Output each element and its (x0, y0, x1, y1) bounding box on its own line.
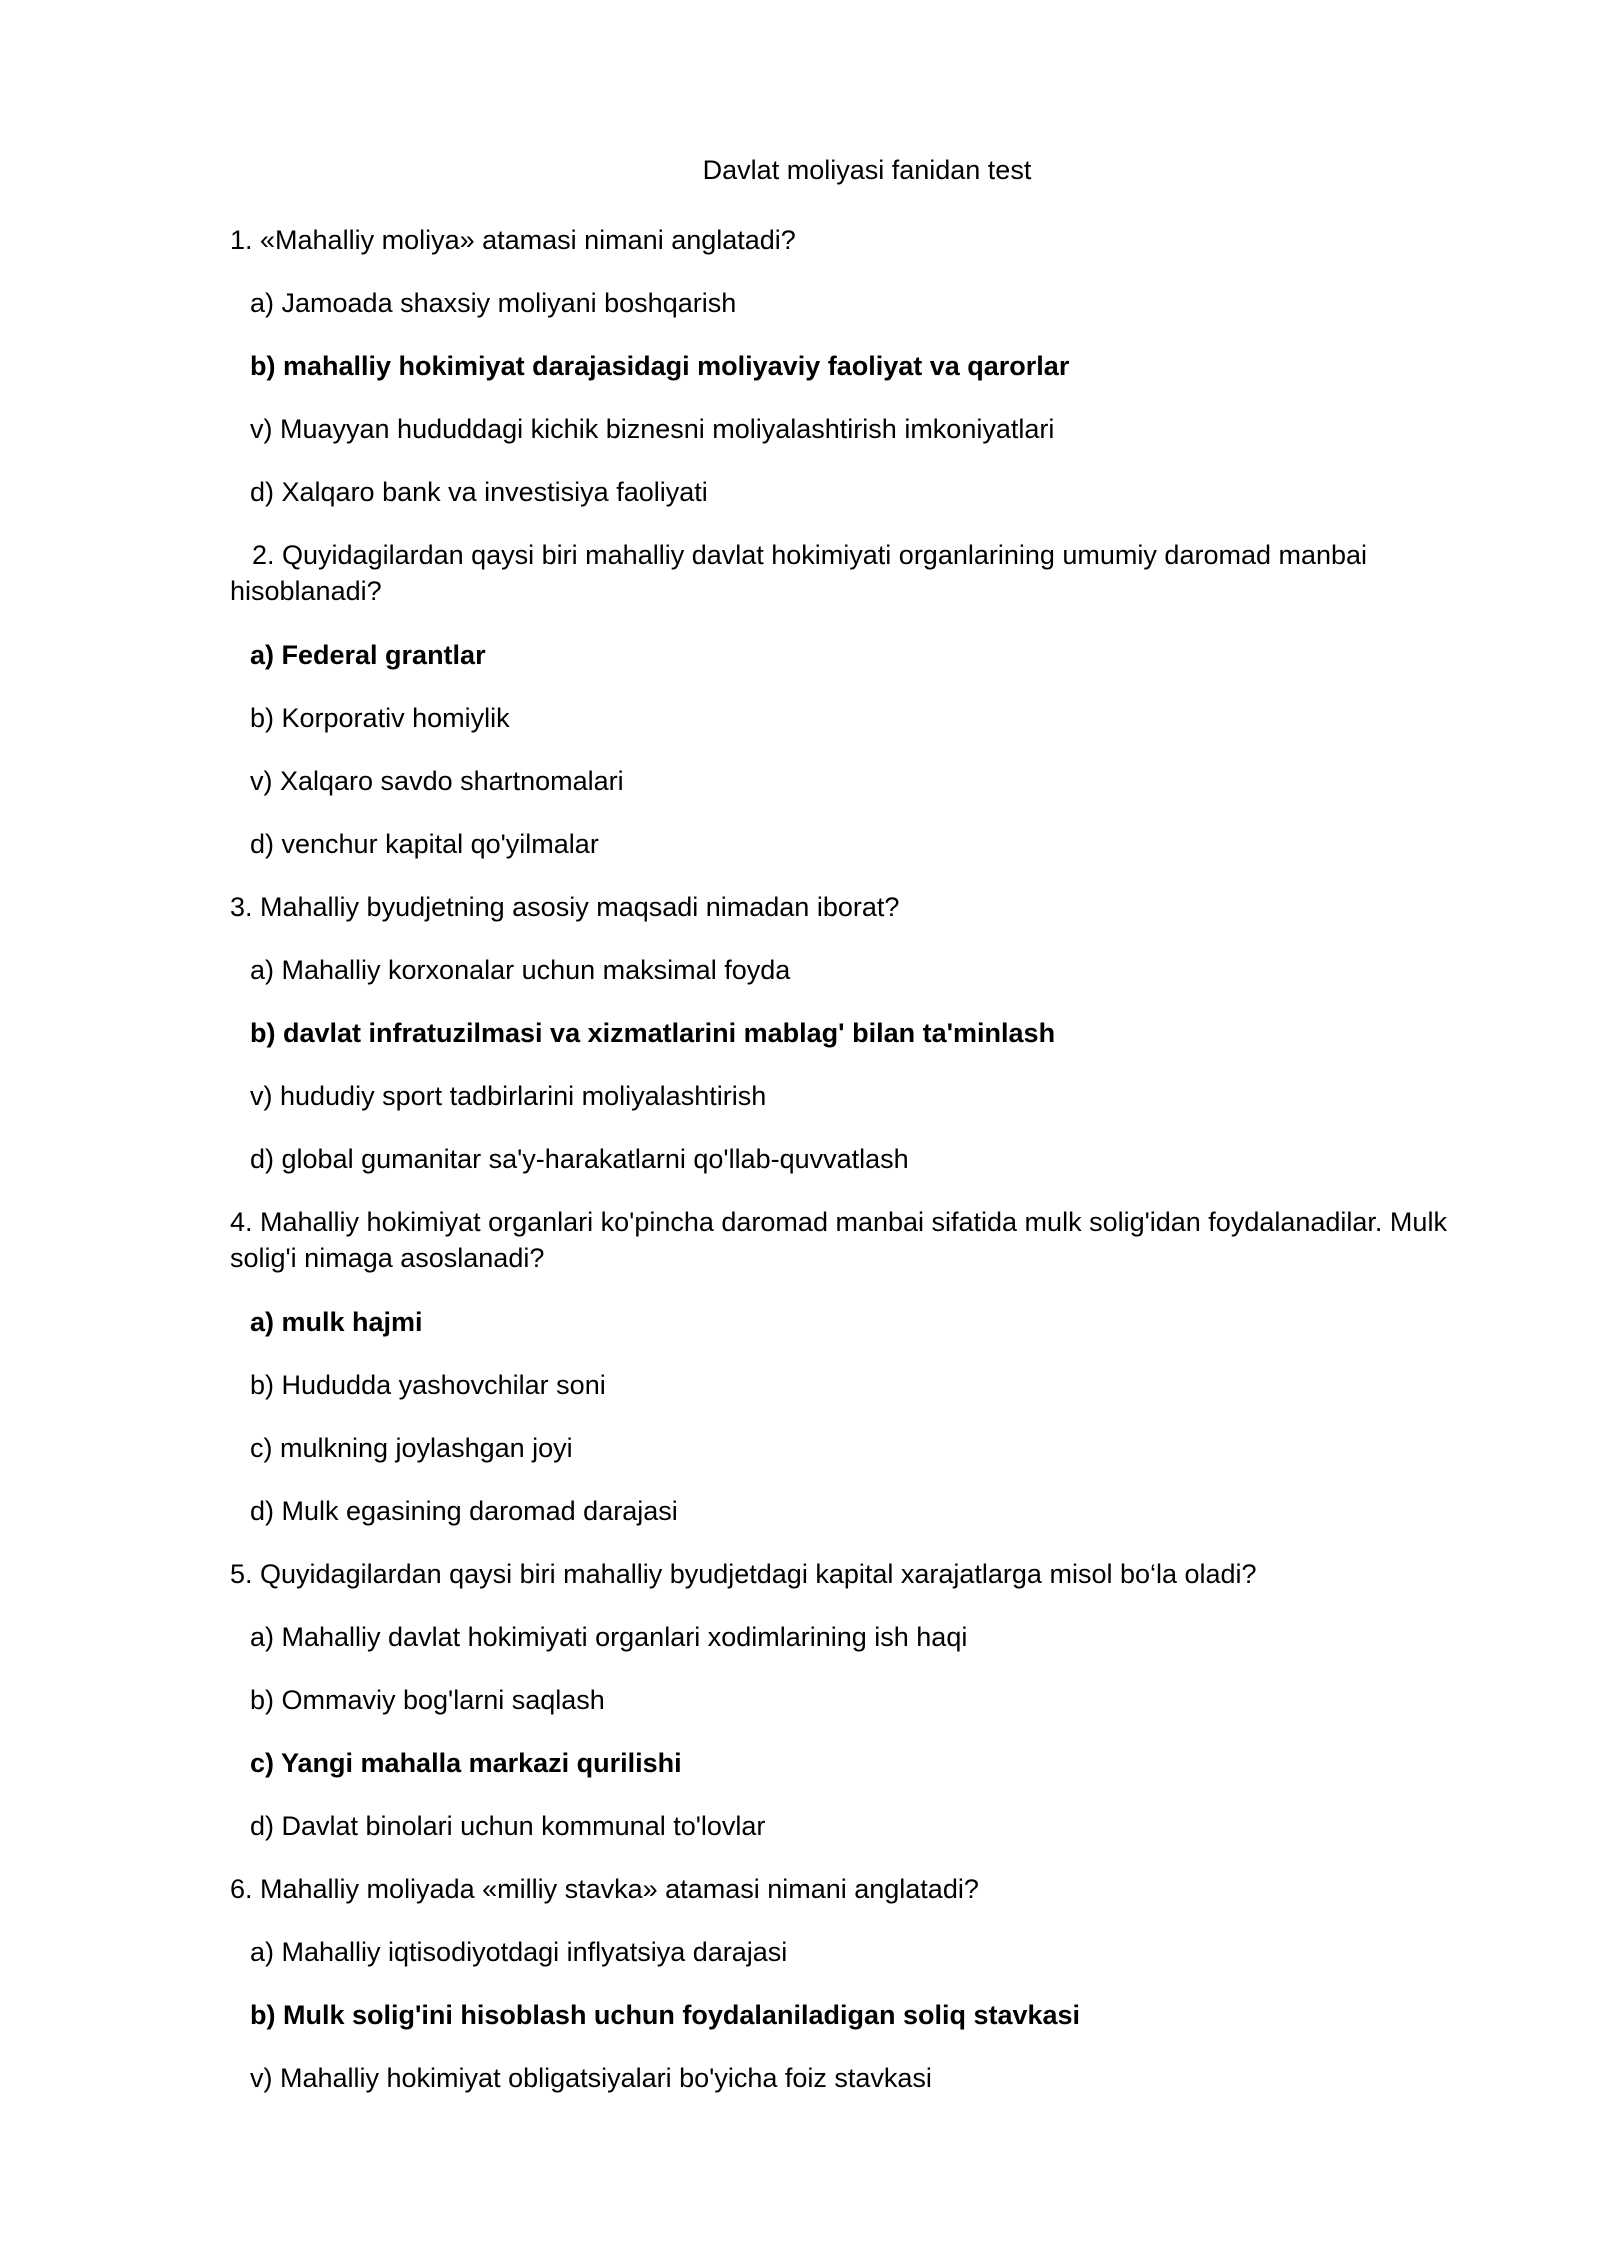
question-text: 6. Mahalliy moliyada «milliy stavka» atamasi nimani anglatadi? (230, 1874, 979, 1904)
question-4 (230, 1204, 1480, 1276)
document-title: Davlat moliyasi fanidan test (702, 155, 1032, 185)
option-3b-correct: b) davlat infratuzilmasi va xizmatlarini mablag' bilan ta'minlash (250, 1018, 1056, 1048)
option-3d: d) global gumanitar sa'y-harakatlarni qo'llab-quvvatlash (250, 1144, 909, 1174)
option-2a-correct: a) Federal grantlar (250, 640, 486, 670)
question-text: 5. Quyidagilardan qaysi biri mahalliy byudjetdagi kapital xarajatlarga misol bo‘la oladi? (230, 1559, 1257, 1589)
option-1a: a) Jamoada shaxsiy moliyani boshqarish (250, 288, 737, 318)
option-6a: a) Mahalliy iqtisodiyotdagi inflyatsiya darajasi (250, 1937, 788, 1967)
option-3a: a) Mahalliy korxonalar uchun maksimal foyda (250, 955, 791, 985)
option-4d: d) Mulk egasining daromad darajasi (250, 1496, 678, 1526)
option-1v: v) Muayyan hududdagi kichik biznesni moliyalashtirish imkoniyatlari (250, 414, 1055, 444)
question-text: 3. Mahalliy byudjetning asosiy maqsadi nimadan iborat? (230, 892, 900, 922)
option-4a-correct: a) mulk hajmi (250, 1307, 423, 1337)
option-5a: a) Mahalliy davlat hokimiyati organlari xodimlarining ish haqi (250, 1622, 968, 1652)
option-4b: b) Hududda yashovchilar soni (250, 1370, 606, 1400)
question-5 (230, 1556, 1480, 1592)
option-4c: c) mulkning joylashgan joyi (250, 1433, 573, 1463)
question-text: 1. «Mahalliy moliya» atamasi nimani anglatadi? (230, 225, 796, 255)
option-2b: b) Korporativ homiylik (250, 703, 510, 733)
question-6 (230, 1871, 1480, 1907)
question-text: 4. Mahalliy hokimiyat organlari ko'pincha daromad manbai sifatida mulk solig'idan foydalanadilar. Mulk solig'i nimaga asoslanadi? (230, 1207, 1447, 1273)
option-6b-correct: b) Mulk solig'ini hisoblash uchun foydalaniladigan soliq stavkasi (250, 2000, 1081, 2030)
option-6v: v) Mahalliy hokimiyat obligatsiyalari bo'yicha foiz stavkasi (250, 2063, 932, 2093)
option-1d: d) Xalqaro bank va investisiya faoliyati (250, 477, 708, 507)
option-1b-correct: b) mahalliy hokimiyat darajasidagi moliyaviy faoliyat va qarorlar (250, 351, 1070, 381)
question-2 (230, 537, 1480, 609)
option-3v: v) hududiy sport tadbirlarini moliyalashtirish (250, 1081, 767, 1111)
question-text: 2. Quyidagilardan qaysi biri mahalliy davlat hokimiyati organlarining umumiy daromad manbai hisoblanadi? (230, 540, 1368, 606)
option-5c-correct: c) Yangi mahalla markazi qurilishi (250, 1748, 682, 1778)
option-2d: d) venchur kapital qo'yilmalar (250, 829, 599, 859)
question-3 (230, 889, 1480, 925)
question-1 (230, 222, 1480, 258)
option-5d: d) Davlat binolari uchun kommunal to'lovlar (250, 1811, 766, 1841)
option-2v: v) Xalqaro savdo shartnomalari (250, 766, 624, 796)
option-5b: b) Ommaviy bog'larni saqlash (250, 1685, 605, 1715)
